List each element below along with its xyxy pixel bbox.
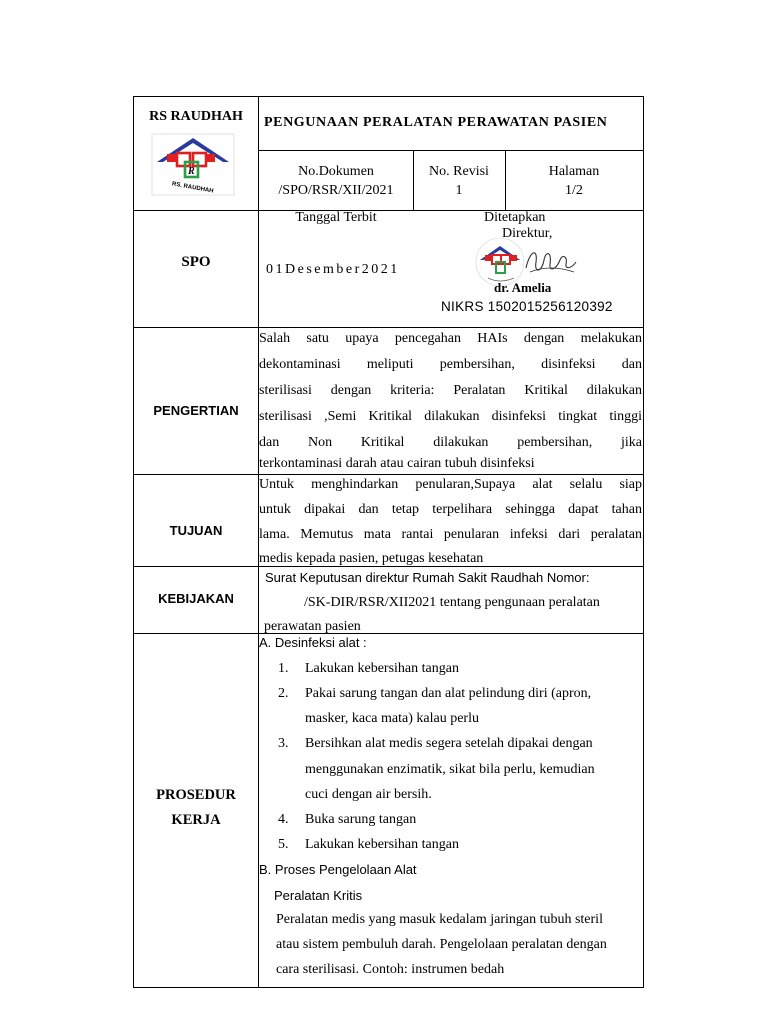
pengertian-line: sterilisasi ,Semi Kritikal dilakukan disinfeksi tingkat tinggi: [259, 409, 642, 424]
tujuan-label: TUJUAN: [169, 523, 223, 538]
tujuan-line: medis kepada pasien, petugas kesehatan: [259, 551, 484, 566]
pengertian-line: Salah satu upaya pencegahan HAIs dengan melakukan: [259, 331, 642, 346]
list-item: Lakukan kebersihan tangan: [305, 837, 459, 852]
list-number: 3.: [278, 736, 289, 751]
nikrs-number: NIKRS 1502015256120392: [441, 299, 613, 314]
no-dokumen-label: No.Dokumen: [298, 164, 374, 179]
ditetapkan-label: Ditetapkan: [484, 210, 546, 225]
no-revisi-value: 1: [455, 183, 463, 198]
tujuan-line: untuk dipakai dan tetap terpelihara sehingga dapat tahan: [259, 502, 642, 517]
kerja-label: KERJA: [171, 812, 221, 828]
pengertian-label: PENGERTIAN: [153, 403, 239, 418]
list-item: Buka sarung tangan: [305, 812, 417, 827]
list-number: 1.: [278, 661, 289, 676]
hospital-name: RS RAUDHAH: [149, 109, 243, 124]
section-a-title: A. Desinfeksi alat :: [259, 635, 367, 650]
tujuan-line: Untuk menghindarkan penularan,Supaya alat selalu siap: [259, 477, 642, 492]
prosedur-label: PROSEDUR: [156, 787, 236, 803]
direktur-label: Direktur,: [502, 226, 553, 241]
halaman-label: Halaman: [548, 164, 600, 179]
kebijakan-line: perawatan pasien: [264, 619, 361, 634]
list-item: menggunakan enzimatik, sikat bila perlu, kemudian: [305, 762, 595, 777]
list-number: 2.: [278, 686, 289, 701]
pengertian-line: dekontaminasi meliputi pembersihan, disinfeksi dan: [259, 357, 642, 372]
list-number: 5.: [278, 837, 289, 852]
kebijakan-line: /SK-DIR/RSR/XII2021 tentang pengunaan peralatan: [304, 595, 600, 610]
tanggal-terbit-label: Tanggal Terbit: [295, 210, 377, 225]
list-number: 4.: [278, 812, 289, 827]
pengertian-line: dan Non Kritikal dilakukan pembersihan, jika: [259, 435, 642, 450]
list-item: masker, kaca mata) kalau perlu: [305, 711, 479, 726]
tanggal-terbit-value: 01Desember2021: [266, 262, 400, 277]
list-item: Pakai sarung tangan dan alat pelindung diri (apron,: [305, 686, 592, 701]
hospital-logo: [151, 133, 235, 197]
kritis-title: Peralatan Kritis: [274, 888, 363, 903]
list-item: cuci dengan air bersih.: [305, 787, 432, 802]
kebijakan-line: Surat Keputusan direktur Rumah Sakit Raudhah Nomor:: [265, 570, 590, 585]
kebijakan-label: KEBIJAKAN: [158, 591, 234, 606]
document-title: PENGUNAAN PERALATAN PERAWATAN PASIEN: [264, 115, 608, 130]
halaman-value: 1/2: [565, 183, 583, 198]
tujuan-line: lama. Memutus mata rantai penularan infeksi dari peralatan: [259, 527, 642, 542]
section-b-title: B. Proses Pengelolaan Alat: [259, 862, 417, 877]
director-name: dr. Amelia: [494, 280, 552, 295]
no-revisi-label: No. Revisi: [429, 164, 489, 179]
no-dokumen-value: /SPO/RSR/XII/2021: [278, 183, 394, 198]
list-item: Lakukan kebersihan tangan: [305, 661, 459, 676]
spo-label: SPO: [181, 254, 211, 270]
list-item: Bersihkan alat medis segera setelah dipakai dengan: [305, 736, 593, 751]
pengertian-line: sterilisasi dengan kriteria: Peralatan Kritikal dilakukan: [259, 383, 642, 398]
svg-text:RS. RAUDHAH: RS. RAUDHAH: [171, 181, 214, 195]
kritis-line: cara sterilisasi. Contoh: instrumen bedah: [276, 962, 505, 977]
pengertian-line: terkontaminasi darah atau cairan tubuh disinfeksi: [259, 456, 535, 471]
kritis-line: atau sistem pembuluh darah. Pengelolaan peralatan dengan: [276, 937, 607, 952]
svg-text:R: R: [188, 166, 195, 177]
kritis-line: Peralatan medis yang masuk kedalam jaringan tubuh steril: [276, 912, 603, 927]
